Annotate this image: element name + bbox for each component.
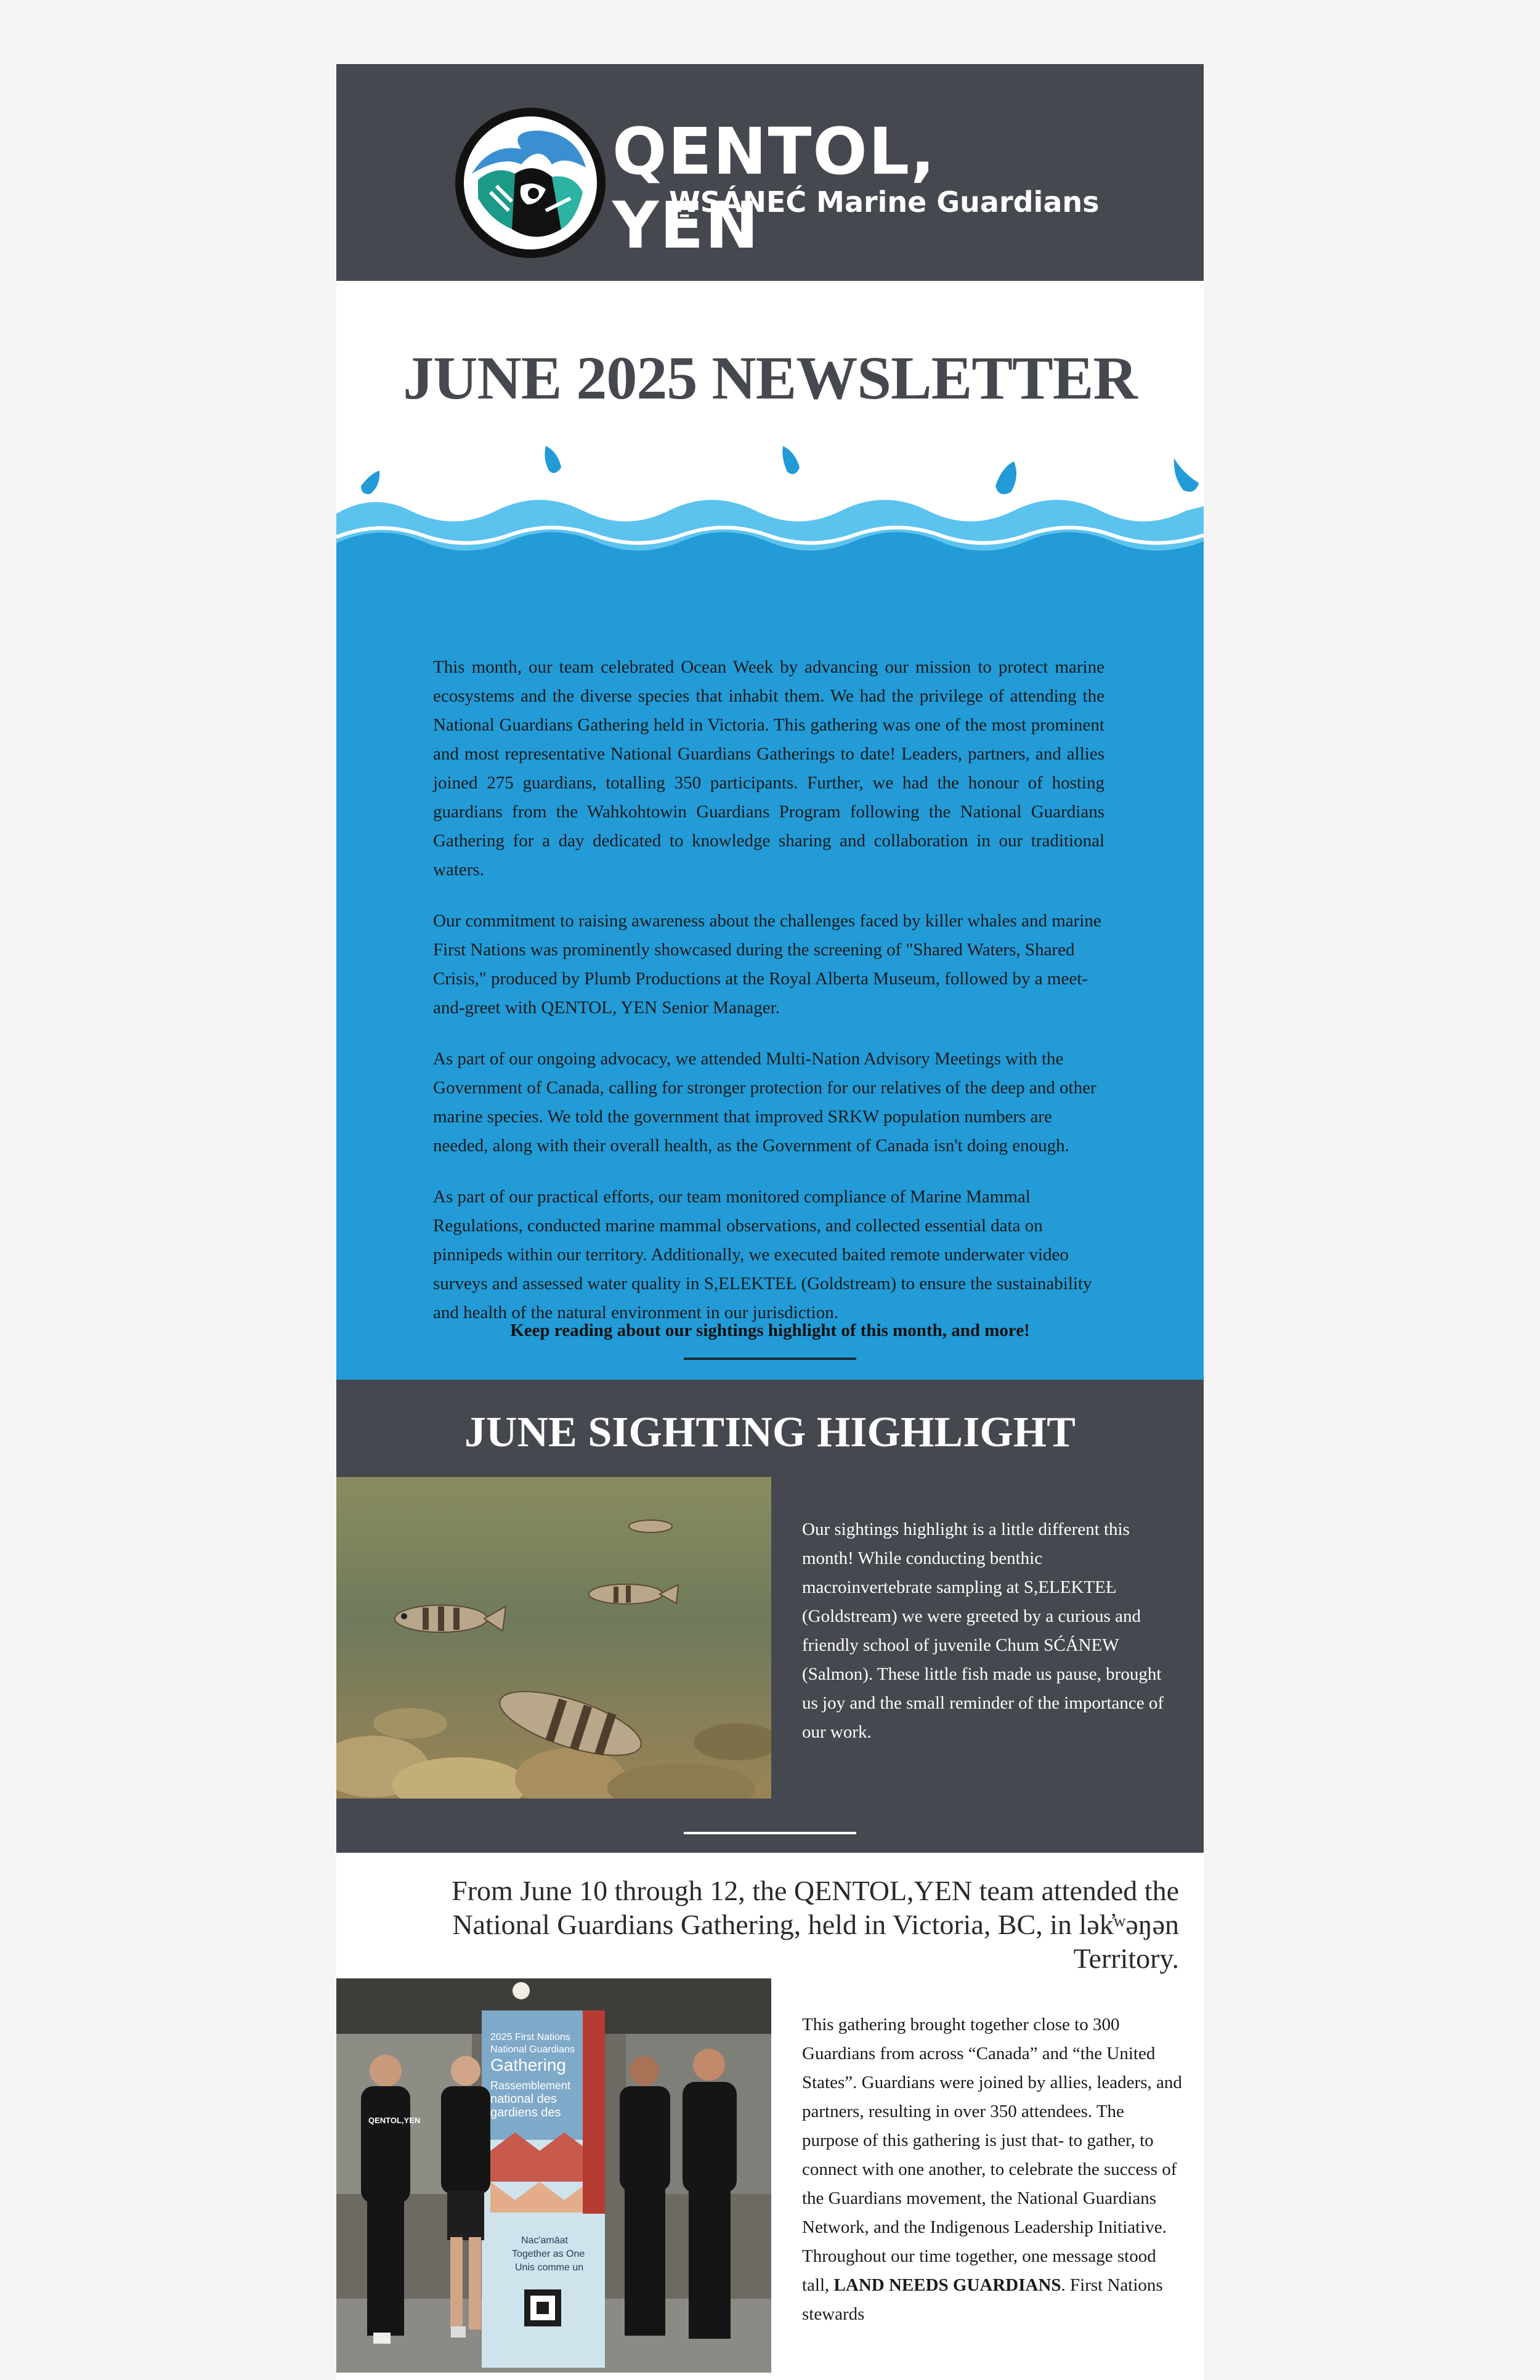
banner-text: Together as One bbox=[512, 2249, 585, 2259]
banner-text: 2025 First Nations bbox=[490, 2032, 570, 2042]
sighting-section bbox=[336, 1380, 1204, 1853]
newsletter-title: JUNE 2025 NEWSLETTER bbox=[403, 344, 1137, 412]
land-needs-guardians-text: LAND NEEDS GUARDIANS bbox=[833, 2275, 1061, 2295]
banner-text: Rassemblement bbox=[490, 2079, 571, 2092]
banner-text: Gathering bbox=[490, 2055, 566, 2074]
gathering-heading: From June 10 through 12, the QENTOL,YEN team attended the National Guardians Gathering, held in Victoria, BC, in lək̓ʷəŋən Territory. bbox=[452, 1875, 1179, 1974]
sighting-text: Our sightings highlight is a little different this month! While conducting benthic macroinvertebrate sampling at S,ELEKTEȽ (Goldstream) we were greeted by a curious and friendly school of juvenile Chum SĆÁNEW (Salmon). These little fish made us pause, brought us joy and the small reminder of the importance of our work. bbox=[802, 1520, 1164, 1742]
juvenile-salmon-photo bbox=[336, 1477, 771, 1799]
hoodie-text: QENTOL,YEN bbox=[368, 2116, 421, 2125]
intro-paragraph: As part of our ongoing advocacy, we attended Multi-Nation Advisory Meetings with the Government of Canada, calling for stronger protection for our relatives of the deep and other marine species. We told the government that improved SRKW population numbers are needed, along with their overall health, as the Government of Canada isn't doing enough. bbox=[433, 1049, 1096, 1156]
header-banner bbox=[336, 64, 1204, 281]
brand-subtitle: W̱SÁNEĆ Marine Guardians bbox=[669, 185, 1100, 219]
intro-paragraph: This month, our team celebrated Ocean Week by advancing our mission to protect marine ecosystems and the diverse species that inhabit them. We had the privilege of attending the National Guardians Gathering held in Victoria. This gathering was one of the most prominent and most representative National Guardians Gatherings to date! Leaders, partners, and allies joined 275 guardians, totalling 350 participants. Further, we had the honour of hosting guardians from the Wahkohtowin Guardians Program following the National Guardians Gathering for a day dedicated to knowledge sharing and collaboration in our traditional waters. bbox=[433, 657, 1104, 880]
intro-paragraph: Our commitment to raising awareness about the challenges faced by killer whales and marine First Nations was prominently showcased during the screening of "Shared Waters, Shared Crisis," produced by Plumb Productions at the Royal Alberta Museum, followed by a meet-and-greet with QENTOL, YEN Senior Manager. bbox=[433, 911, 1101, 1018]
banner-text: Nac'amāat bbox=[521, 2235, 568, 2246]
newsletter-page bbox=[336, 64, 1204, 2380]
banner-text: National Guardians bbox=[490, 2044, 575, 2055]
sighting-title: JUNE SIGHTING HIGHLIGHT bbox=[464, 1409, 1076, 1456]
gathering-text-part: . First Nations stewards bbox=[802, 2275, 1163, 2324]
intro-call-to-action: Keep reading about our sightings highlight of this month, and more! bbox=[510, 1321, 1030, 1340]
intro-text bbox=[433, 653, 1104, 1350]
intro-section bbox=[336, 579, 1204, 1380]
brand-title: QENTOL, YEN bbox=[612, 114, 936, 263]
section-divider bbox=[684, 1832, 856, 1834]
banner-text: national des bbox=[490, 2092, 557, 2106]
section-divider bbox=[684, 1358, 856, 1360]
banner-text: gardiens des bbox=[490, 2106, 561, 2119]
gathering-text-part: This gathering brought together close to 300 Guardians from across “Canada” and “the United States”. Guardians were joined by allies, leaders, and partners, resulting in over 350 attendees. The purpose of this gathering is just that- to gather, to connect with one another, to celebrate the success of the Guardians movement, the National Guardians Network, and the Indigenous Leadership Initiative. Throughout our time together, one message stood tall, bbox=[802, 2015, 1182, 2295]
banner-text: Unis comme un bbox=[515, 2262, 584, 2273]
guardians-group-photo bbox=[336, 1978, 771, 2373]
gathering-text bbox=[802, 2010, 1184, 2329]
qentol-yen-logo bbox=[453, 106, 607, 260]
wave-decoration bbox=[336, 434, 1204, 643]
intro-paragraph: As part of our practical efforts, our team monitored compliance of Marine Mammal Regulations, conducted marine mammal observations, and collected essential data on pinnipeds within our territory. Additionally, we executed baited remote underwater video surveys and assessed water quality in S,ELEKTEȽ (Goldstream) to ensure the sustainability and health of the natural environment in our jurisdiction. bbox=[433, 1187, 1092, 1322]
